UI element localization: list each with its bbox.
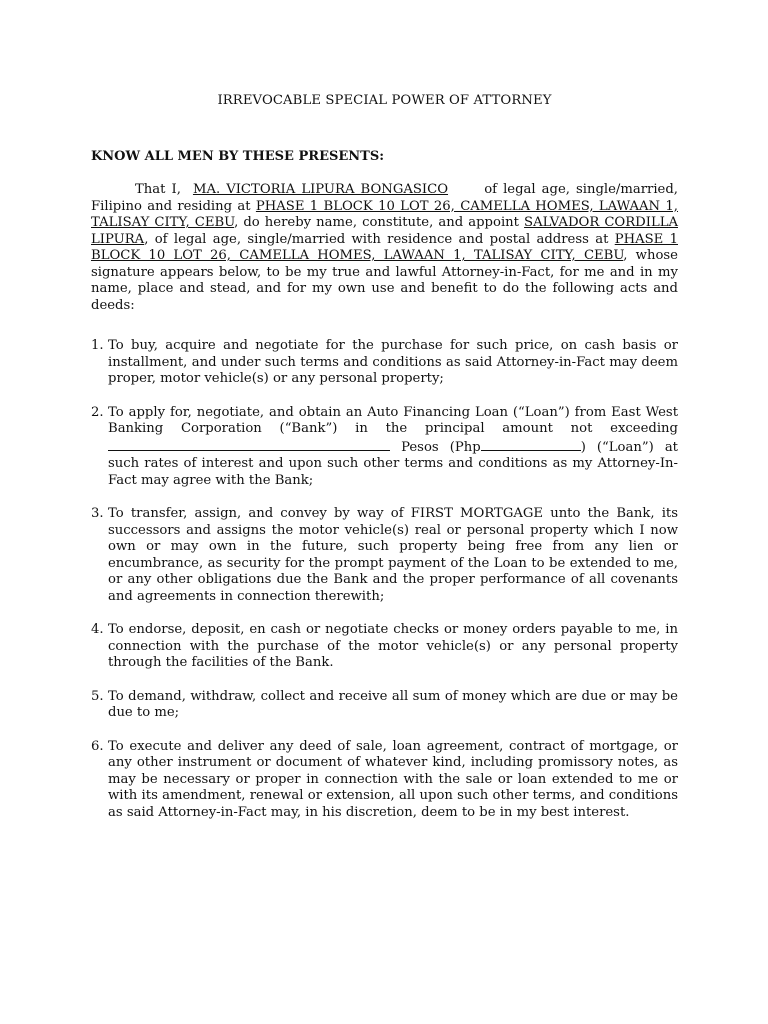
item-text: To transfer, assign, and convey by way of FIRST MORTGAGE unto the Bank, its successors and assigns the motor vehicle(s) real or personal property which I now own or may own in the future, such property being free from any lien or encumbrance, as security for the prompt payment of the Loan to be extended to me, or any other obligations due the Bank and the proper performance of all covenants and agreements in connection therewith;	[108, 506, 678, 604]
item-number: 5.	[91, 688, 104, 704]
document-heading: KNOW ALL MEN BY THESE PRESENTS:	[91, 149, 385, 164]
list-item	[91, 405, 678, 490]
attorney-name: SALVADOR CORDILLA LIPURA	[91, 215, 678, 247]
item-text: To execute and deliver any deed of sale, loan agreement, contract of mortgage, or any other instrument or document of whatever kind, including promissory notes, as may be necessary or proper in connection with the sale or loan extended to me or with its amendment, renewal or extension, all upon such other terms, and conditions as said Attorney-in-Fact may, in his discretion, deem to be in my best interest.	[108, 738, 678, 820]
item-text: Pesos (Php	[401, 439, 481, 455]
intro-text-5: , whose signature appears below, to be my true and lawful Attorney-in-Fact, for me and in my name, place and stead, and for my own use and benefit to do the following acts and deeds:	[91, 248, 678, 313]
item-text: To endorse, deposit, en cash or negotiate checks or money orders payable to me, in connection with the purchase of the motor vehicle(s) or any personal property through the facilities of the Bank.	[108, 622, 678, 670]
principal-name: MA. VICTORIA LIPURA BONGASICO	[192, 182, 449, 197]
intro-text-2: of legal age, single/married, Filipino and residing at	[91, 182, 678, 214]
attorney-address: PHASE 1 BLOCK 10 LOT 26, CAMELLA HOMES, LAWAAN 1, TALISAY CITY, CEBU	[91, 231, 678, 263]
intro-paragraph	[91, 182, 678, 314]
intro-text-4: , of legal age, single/married with residence and postal address at	[144, 231, 609, 247]
intro-text-3: , do hereby name, constitute, and appoint	[234, 215, 519, 230]
acts-list	[91, 338, 678, 838]
item-text: ) (“Loan”) at such rates of interest and upon such other terms and conditions as my Attorney-In-Fact may agree with the Bank;	[108, 439, 678, 488]
principal-address: PHASE 1 BLOCK 10 LOT 26, CAMELLA HOMES, LAWAAN 1, TALISAY CITY, CEBU	[91, 198, 678, 230]
item-text: To buy, acquire and negotiate for the purchase for such price, on cash basis or installment, and under such terms and conditions as said Attorney-in-Fact may deem proper, motor vehicle(s) or any personal property;	[108, 338, 678, 386]
item-number: 6.	[91, 738, 104, 754]
list-item	[91, 622, 678, 672]
item-number: 2.	[91, 404, 104, 420]
amount-figures-blank[interactable]	[481, 438, 581, 451]
item-number: 1.	[91, 338, 104, 353]
intro-text-1: That I,	[135, 182, 181, 197]
item-number: 4.	[91, 622, 104, 637]
item-text: To apply for, negotiate, and obtain an Auto Financing Loan (“Loan”) from East West Banking Corporation (“Bank”) in the principal amount not exceeding	[108, 404, 678, 436]
item-text: To demand, withdraw, collect and receive all sum of money which are due or may be due to me;	[108, 688, 678, 720]
amount-words-blank[interactable]	[108, 438, 390, 451]
list-item	[91, 506, 678, 605]
document-title: IRREVOCABLE SPECIAL POWER OF ATTORNEY	[217, 93, 552, 108]
list-item	[91, 739, 678, 822]
list-item	[91, 689, 678, 722]
list-item	[91, 338, 678, 388]
item-number: 3.	[91, 506, 104, 521]
